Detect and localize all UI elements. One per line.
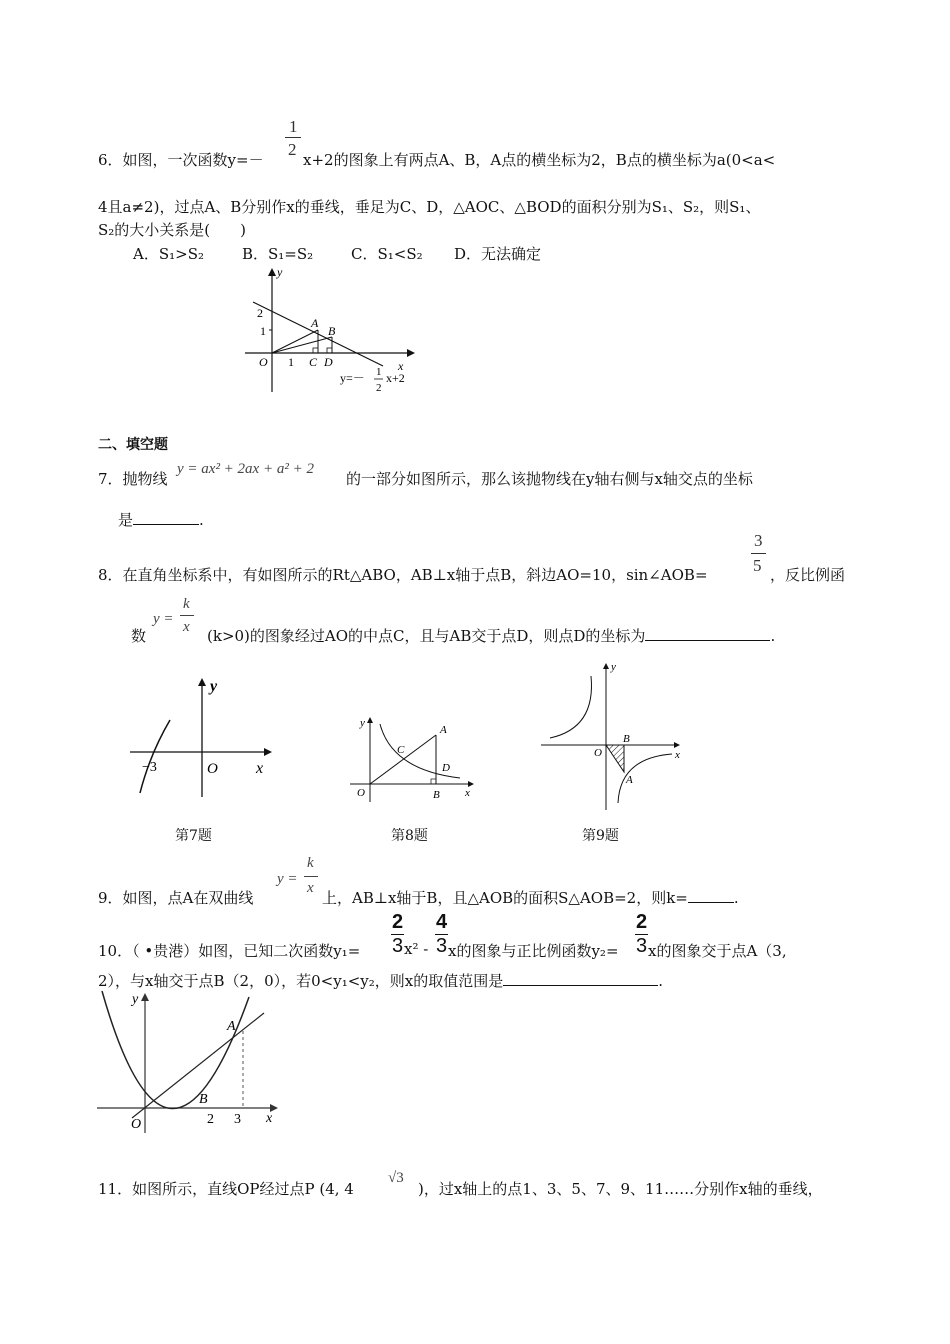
q9-f-bar bbox=[304, 876, 318, 877]
fig8-caption: 第8题 bbox=[391, 828, 428, 844]
q8-frac-den: 5 bbox=[753, 556, 762, 575]
q6-eq-suffix: x+2 bbox=[386, 371, 405, 385]
fig10-origin: O bbox=[131, 1117, 142, 1132]
fig7 bbox=[122, 672, 277, 802]
fig10-parabola bbox=[102, 991, 249, 1109]
q6-frac-den: 2 bbox=[288, 140, 297, 159]
q6-origin-label: O bbox=[259, 355, 268, 369]
q8-f-den: x bbox=[183, 619, 190, 635]
q6-frac-num: 1 bbox=[289, 117, 298, 136]
q6-eq-prefix: y=－ bbox=[340, 371, 365, 385]
fig9-hyperbola-left bbox=[550, 676, 591, 738]
q6-x-arrow bbox=[407, 349, 415, 357]
fig8-point-b: B bbox=[433, 789, 440, 801]
q9-suffix: 上，AB⊥x轴于B，且△AOB的面积S△AOB=2，则k= bbox=[322, 889, 688, 907]
fig10-tick-2: 2 bbox=[207, 1112, 214, 1127]
q7-formula: y = ax² + 2ax + a² + 2 bbox=[177, 461, 314, 477]
q10-frac3-num: 2 bbox=[636, 911, 648, 933]
q6-option-d: D．无法确定 bbox=[454, 245, 542, 263]
fig8-origin: O bbox=[357, 787, 365, 799]
fig8 bbox=[340, 712, 480, 804]
q6-line2: 4且a≠2)，过点A、B分别作x的垂线，垂足为C、D，△AOC、△BOD的面积分别为S₁、S₂，则S₁、 bbox=[98, 198, 761, 216]
fig10-x-label: x bbox=[266, 1111, 273, 1126]
fig10-y-label: y bbox=[132, 992, 139, 1007]
q8-line2-prefix: 数 bbox=[131, 627, 147, 645]
q9-f-lhs: y = bbox=[277, 871, 298, 887]
q8-f-num: k bbox=[183, 596, 190, 612]
fig9 bbox=[536, 658, 686, 813]
q6-tick-label-x1: 1 bbox=[288, 355, 294, 369]
q7-answer-blank[interactable] bbox=[133, 524, 199, 525]
q6-frac-bar bbox=[285, 137, 301, 138]
fig8-y-arrow bbox=[367, 717, 373, 723]
q6-tick-label-1: 1 bbox=[260, 324, 266, 338]
fig8-y-label: y bbox=[360, 717, 365, 729]
q6-segment-oa bbox=[272, 330, 318, 353]
fig7-tick: −3 bbox=[142, 760, 157, 775]
q9-f-den: x bbox=[307, 880, 314, 896]
q10-p4: x的图象交于点A（3, bbox=[648, 942, 787, 960]
fig9-caption: 第9题 bbox=[582, 828, 619, 844]
q6-figure bbox=[235, 262, 420, 402]
q7-line2 bbox=[118, 509, 204, 530]
q10-frac1-den: 3 bbox=[392, 935, 404, 957]
q6-segment-ob bbox=[272, 337, 332, 353]
q10-frac3-den: 3 bbox=[636, 935, 648, 957]
fig7-y-label: y bbox=[210, 678, 218, 695]
q10-frac2-den: 3 bbox=[436, 935, 448, 957]
fig7-origin: O bbox=[207, 761, 218, 777]
fig7-x-label: x bbox=[256, 760, 264, 777]
q6-eq-den: 2 bbox=[376, 382, 382, 394]
fig7-x-arrow bbox=[264, 748, 272, 756]
fig10-line bbox=[132, 1013, 264, 1118]
q8-frac-num: 3 bbox=[754, 531, 763, 550]
q10-p3: x的图象与正比例函数y₂= bbox=[448, 942, 619, 960]
q6-tick-label-2: 2 bbox=[257, 306, 263, 320]
q11-sqrt: √3 bbox=[388, 1170, 404, 1186]
fig9-point-a: A bbox=[626, 774, 633, 786]
fig10-point-b: B bbox=[199, 1092, 208, 1107]
q6-option-c: C．S₁<S₂ bbox=[351, 245, 423, 263]
fig8-point-d: D bbox=[442, 762, 450, 774]
fig7-y-arrow bbox=[198, 678, 206, 686]
fig8-right-angle bbox=[431, 779, 436, 784]
q11-prefix: 11．如图所示，直线OP经过点P (4, 4 bbox=[98, 1180, 354, 1198]
q8-line2-end: . bbox=[770, 627, 776, 645]
q6-option-a: A．S₁>S₂ bbox=[133, 245, 204, 263]
q10-line2-end: . bbox=[658, 972, 664, 990]
q11-suffix: )，过x轴上的点1、3、5、7、9、11……分别作x轴的垂线， bbox=[418, 1180, 823, 1198]
q7-line2-text: 是 bbox=[118, 511, 134, 529]
q9-prefix: 9．如图，点A在双曲线 bbox=[98, 889, 254, 907]
fig8-x-label: x bbox=[465, 787, 470, 799]
q7-suffix: 的一部分如图所示，那么该抛物线在y轴右侧与x轴交点的坐标 bbox=[346, 470, 753, 488]
q9-f-num: k bbox=[307, 855, 314, 871]
q8-line1: 8．在直角坐标系中，有如图所示的Rt△ABO，AB⊥x轴于点B，斜边AO=10，sin∠AOB= bbox=[98, 566, 708, 584]
fig8-point-c: C bbox=[397, 744, 405, 756]
q10-line2-text: 2），与x轴交于点B（2，0），若0<y₁<y₂，则x的取值范围是 bbox=[98, 972, 504, 990]
q10-frac2-num: 4 bbox=[436, 911, 448, 933]
q7-line2-end: . bbox=[199, 511, 204, 529]
q10-frac1-num: 2 bbox=[392, 911, 404, 933]
fig7-parabola bbox=[140, 720, 170, 793]
fig10-tick-3: 3 bbox=[234, 1112, 241, 1127]
q6-point-b: B bbox=[328, 324, 336, 338]
fig9-y-label: y bbox=[611, 661, 616, 673]
fig9-x-arrow bbox=[674, 742, 680, 748]
q6-point-d: D bbox=[324, 355, 333, 369]
q6-point-a: A bbox=[311, 316, 319, 330]
q6-y-arrow bbox=[268, 268, 276, 276]
q8-f-bar bbox=[180, 615, 194, 616]
q8-answer-blank[interactable] bbox=[645, 640, 770, 641]
fig9-y-arrow bbox=[603, 663, 609, 669]
q10-p1: 10．（ •贵港）如图，已知二次函数y₁= bbox=[98, 942, 361, 960]
q8-frac-bar bbox=[751, 553, 766, 554]
fig9-shaded-triangle bbox=[606, 745, 624, 772]
section-title: 二、填空题 bbox=[98, 437, 168, 453]
q6-right-angle-d bbox=[327, 348, 332, 353]
fig10 bbox=[92, 985, 292, 1135]
q8-line2-suffix: (k>0)的图象经过AO的中点C，且与AB交于点D，则点D的坐标为 bbox=[207, 627, 646, 645]
q6-eq-num: 1 bbox=[376, 366, 382, 378]
q9-end: . bbox=[733, 889, 739, 907]
q6-x-label: x bbox=[398, 359, 404, 373]
fig8-point-a: A bbox=[440, 724, 447, 736]
fig8-hypotenuse bbox=[370, 735, 436, 784]
q8-line1-end: ，反比例函 bbox=[770, 566, 846, 584]
fig9-origin: O bbox=[594, 747, 602, 759]
q10-answer-blank[interactable] bbox=[503, 985, 658, 986]
q9-line bbox=[322, 887, 739, 908]
q9-answer-blank[interactable] bbox=[688, 902, 734, 903]
q6-line1-a: 6．如图，一次函数y=－ bbox=[98, 151, 264, 169]
fig7-caption: 第7题 bbox=[175, 828, 212, 844]
q6-line3: S₂的大小关系是( ) bbox=[98, 221, 246, 239]
q8-f-lhs: y = bbox=[153, 611, 174, 627]
q8-line2 bbox=[207, 625, 775, 646]
fig9-point-b: B bbox=[623, 733, 630, 745]
q7-prefix: 7．抛物线 bbox=[98, 470, 168, 488]
q10-p2: x² - bbox=[404, 940, 429, 958]
fig9-x-label: x bbox=[675, 749, 680, 761]
q6-y-label: y bbox=[277, 265, 283, 279]
fig10-y-arrow bbox=[141, 993, 149, 1001]
q6-option-b: B．S₁=S₂ bbox=[242, 245, 314, 263]
q6-point-c: C bbox=[309, 355, 318, 369]
q6-line1-b: x+2的图象上有两点A、B，A点的横坐标为2，B点的横坐标为a(0<a< bbox=[303, 151, 776, 169]
fig10-point-a: A bbox=[227, 1019, 236, 1034]
q6-right-angle-c bbox=[313, 348, 318, 353]
